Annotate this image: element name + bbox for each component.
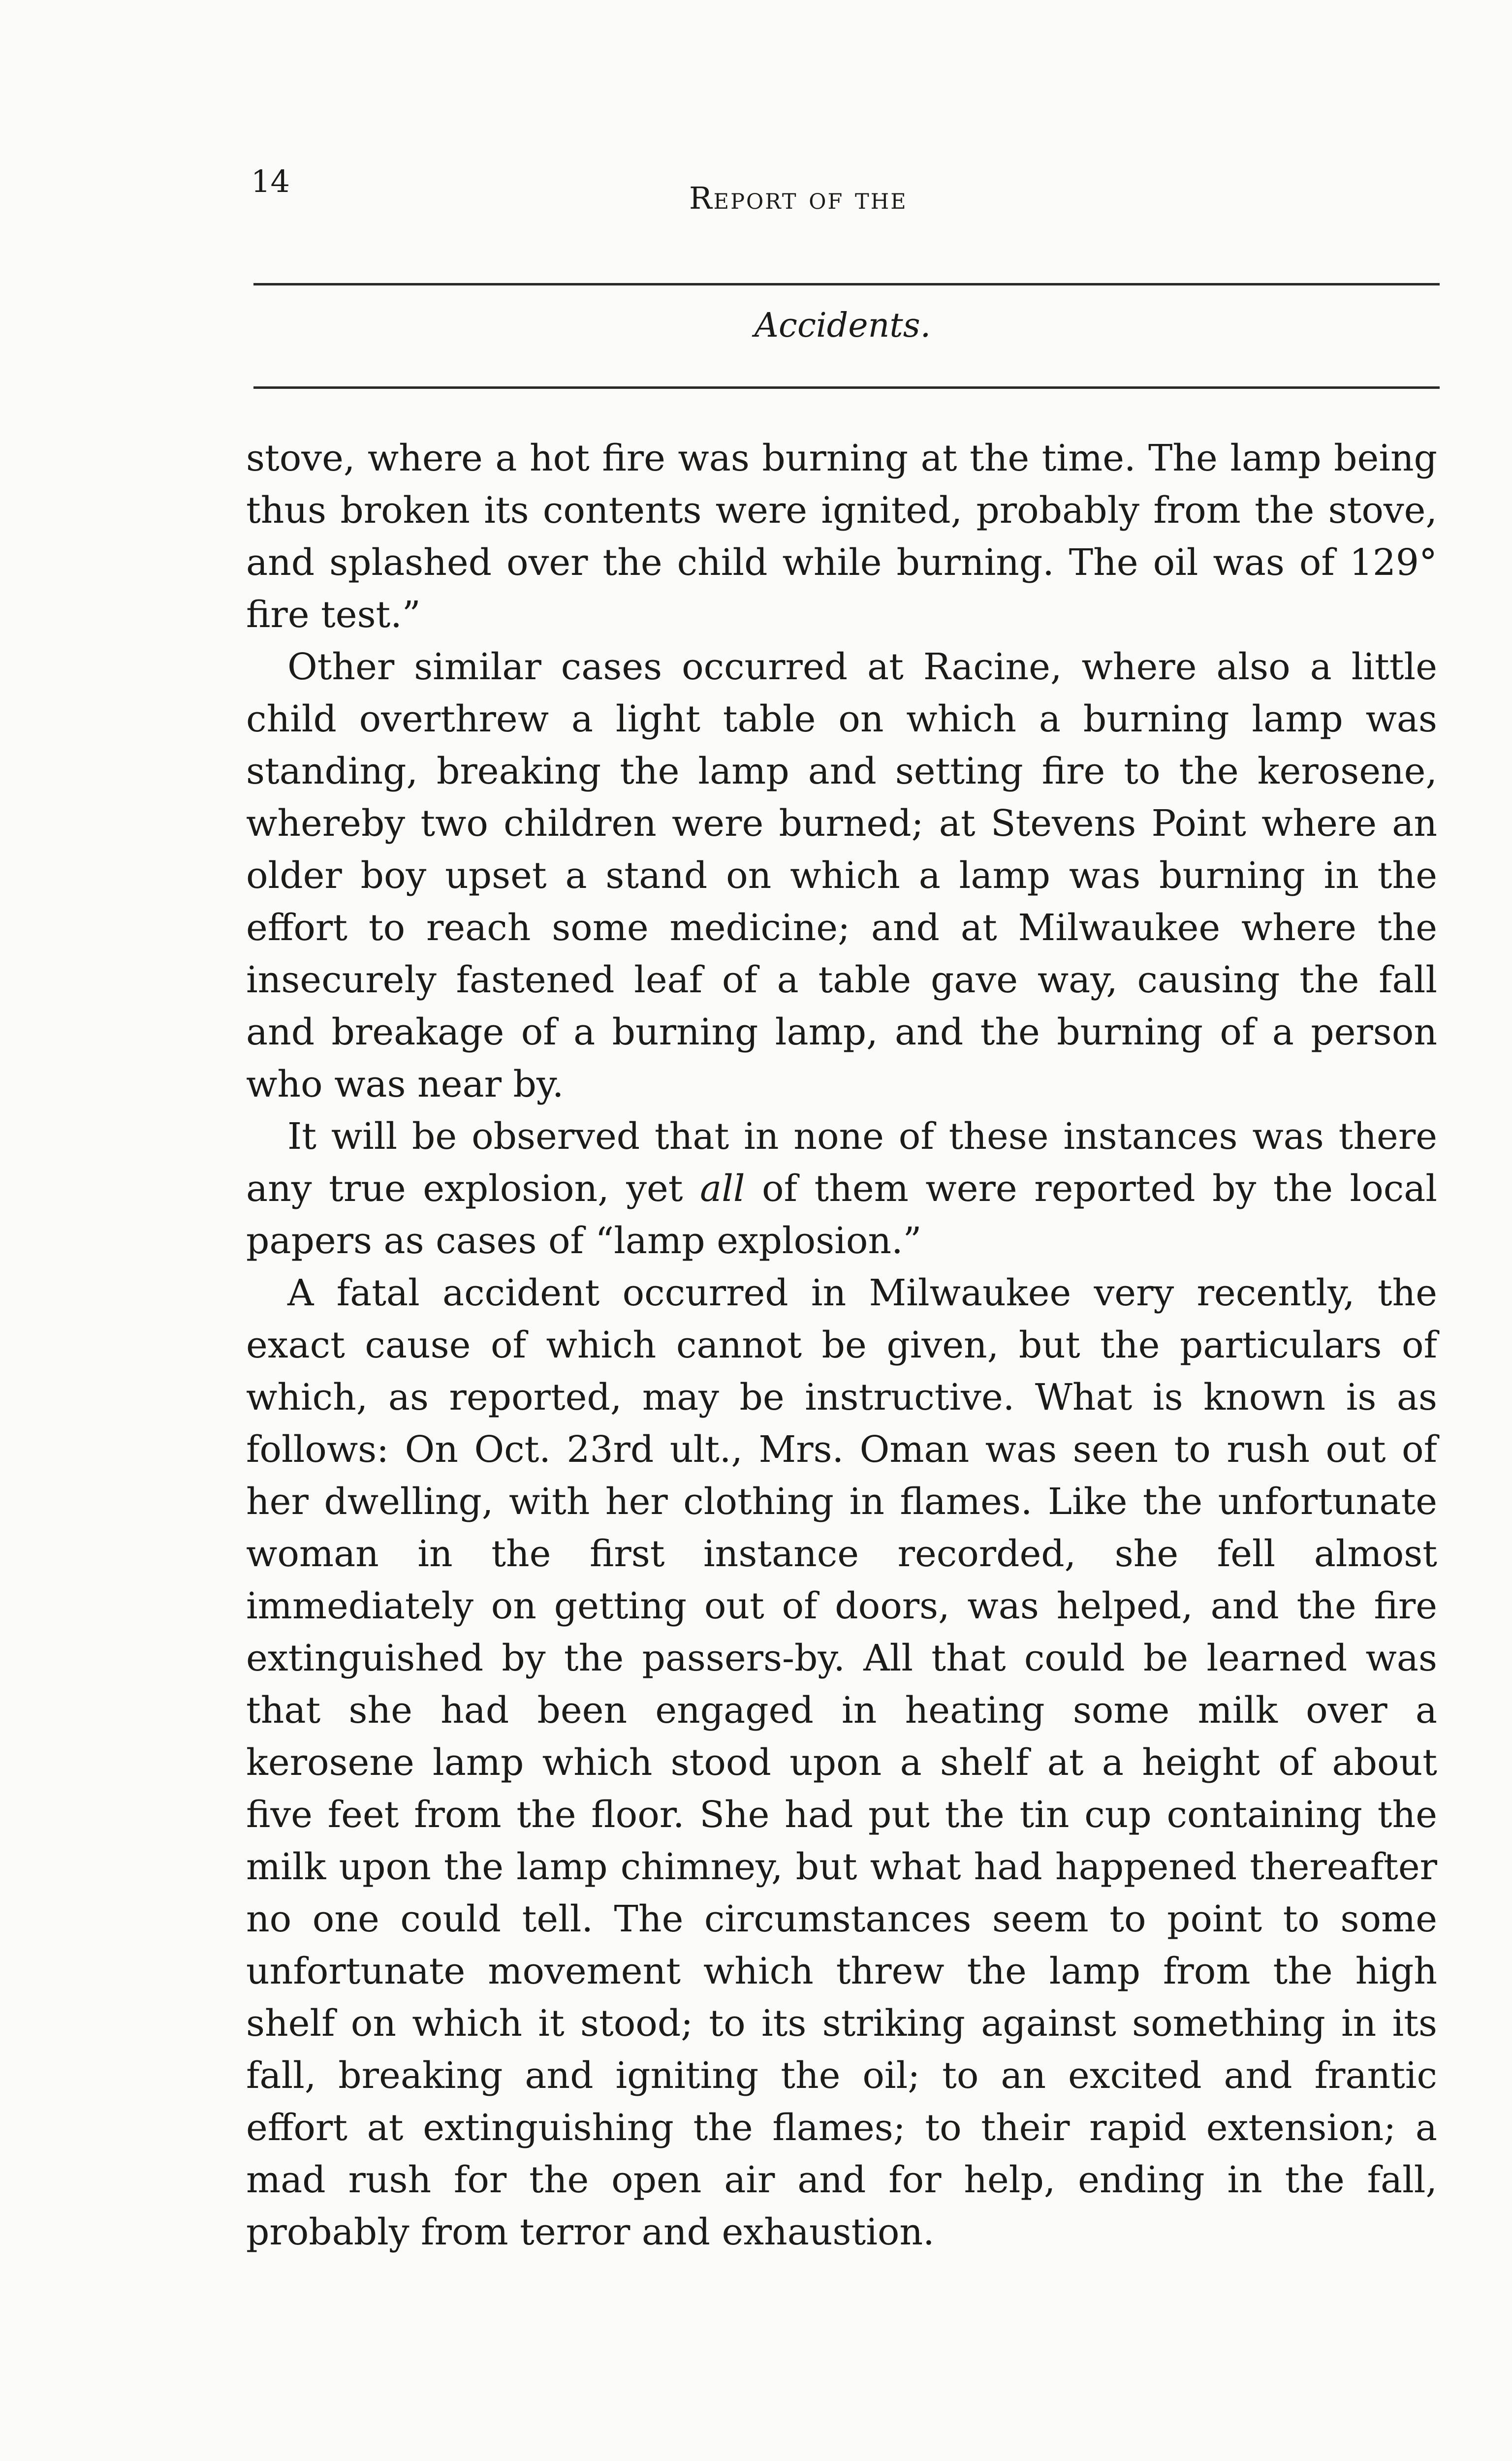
- paragraph-3: [246, 1110, 1437, 1267]
- section-title: Accidents.: [754, 306, 931, 345]
- top-rule: [253, 283, 1440, 285]
- running-head: Report of the: [689, 180, 908, 216]
- bottom-rule: [253, 386, 1440, 389]
- paragraph-4: A fatal accident occurred in Milwaukee very recently, the exact cause of which cannot be given, but the particulars of which, as reported, may be instructive. What is known is as follows: On Oct. 23rd ult., Mrs. Oman was seen to rush out of her dwelling, with her clothing in flames. Like the unfortunate woman in the first instance recorded, she fell almost immediately on getting out of doors, was helped, and the fire extinguished by the passers-by. All that could be learned was that she had been engaged in heating some milk over a kerosene lamp which stood upon a shelf at a height of about five feet from the floor. She had put the tin cup containing the milk upon the lamp chimney, but what had happened thereafter no one could tell. The circumstances seem to point to some unfortunate movement which threw the lamp from the high shelf on which it stood; to its striking against something in its fall, breaking and igniting the oil; to an excited and frantic effort at extinguishing the flames; to their rapid extension; a mad rush for the open air and for help, ending in the fall, probably from terror and exhaustion.: [246, 1272, 1437, 2253]
- page-number: 14: [251, 163, 290, 199]
- emphasis-all: all: [700, 1167, 745, 1210]
- paragraph-2: Other similar cases occurred at Racine, where also a little child overthrew a light table on which a burning lamp was standing, breaking the lamp and setting fire to the kerosene, whereby two children were burned; at Stevens Point where an older boy upset a stand on which a lamp was burning in the effort to reach some medicine; and at Milwaukee where the insecurely fastened leaf of a table gave way, causing the fall and breakage of a burning lamp, and the burning of a person who was near by.: [246, 646, 1437, 1105]
- paragraph-1: stove, where a hot fire was burning at the time. The lamp being thus broken its contents were ignited, probably from the stove, and splashed over the child while burning. The oil was of 129° fire test.”: [246, 437, 1437, 636]
- paragraph-3-text-before: It will be observed that in none of these instances was there any true explosion, yet: [246, 1115, 1437, 1210]
- paragraph-3-text-after: of them were reported by the local papers as cases of “lamp explosion.”: [246, 1167, 1437, 1262]
- body-text: [246, 432, 1437, 2258]
